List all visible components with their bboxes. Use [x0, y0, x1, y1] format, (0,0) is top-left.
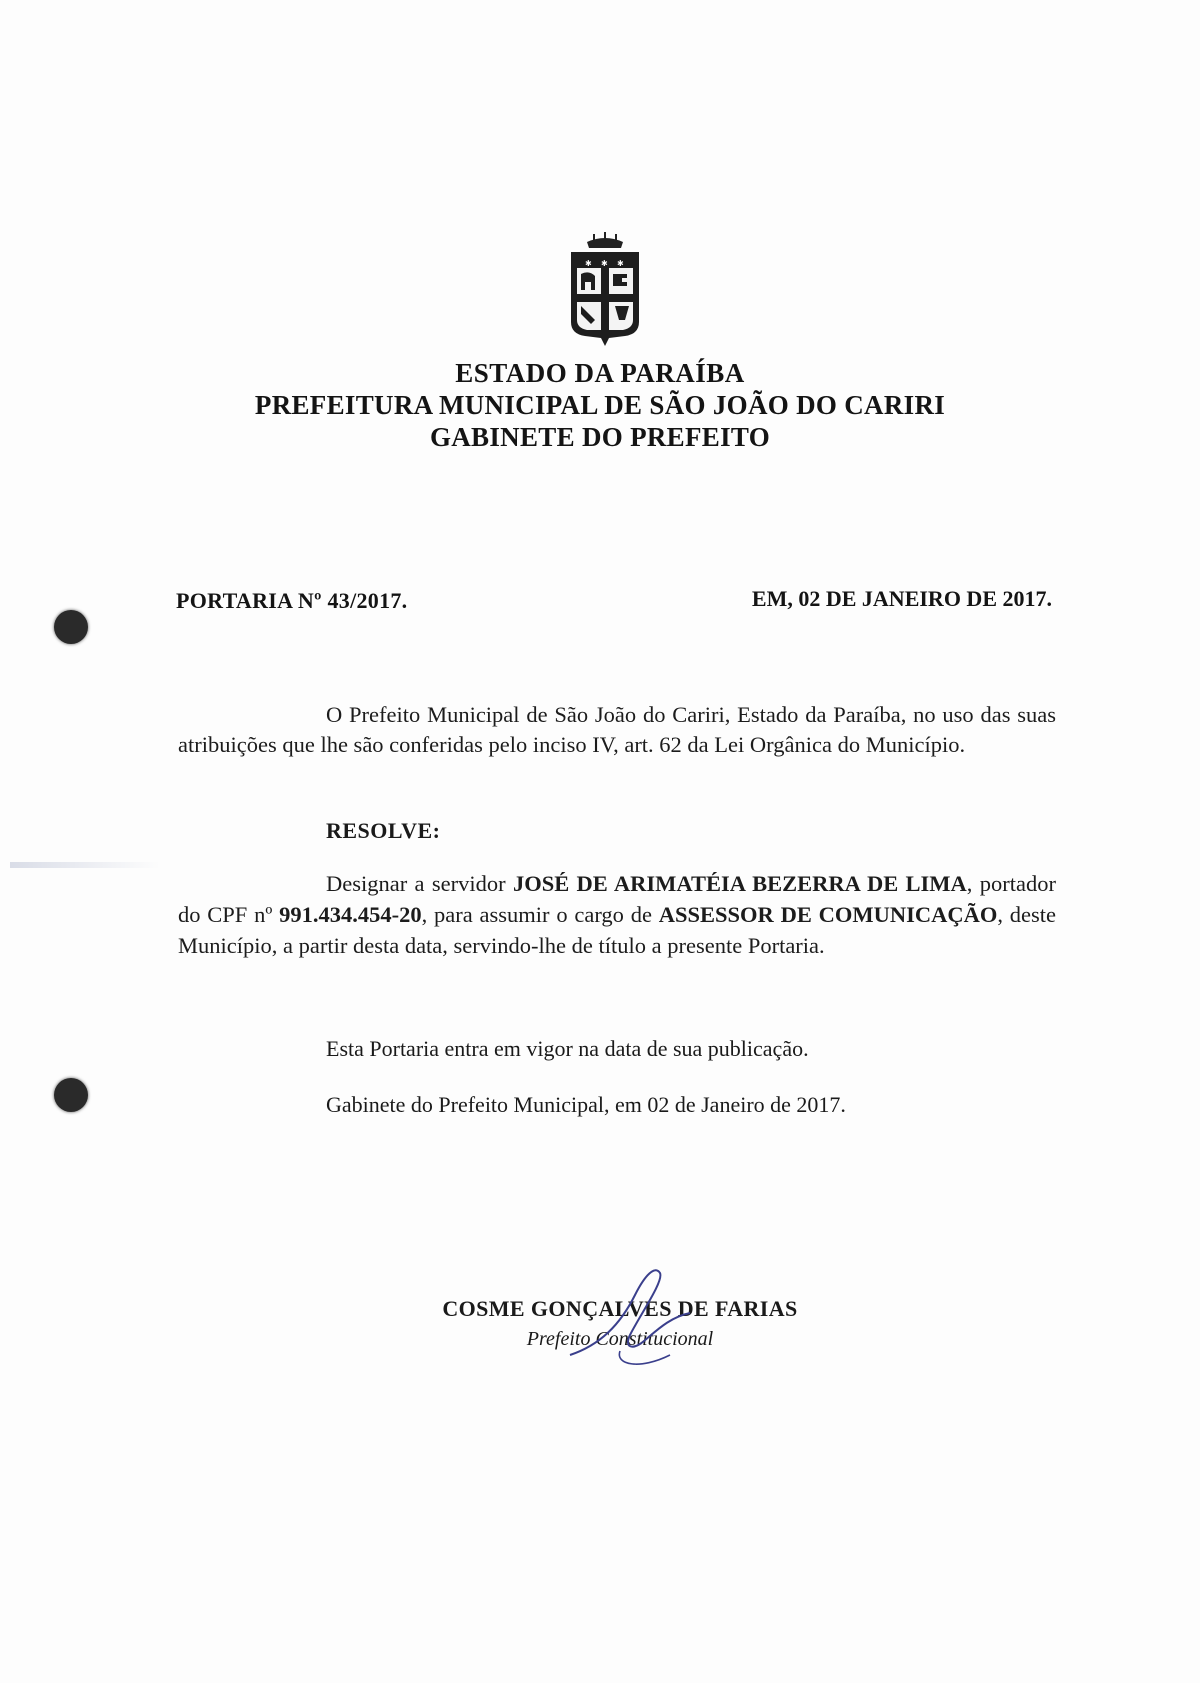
designation-text: , para assumir o cargo de: [421, 902, 659, 927]
vigor-paragraph: Esta Portaria entra em vigor na data de sua publicação.: [326, 1036, 809, 1061]
header-municipality: PREFEITURA MUNICIPAL DE SÃO JOÃO DO CARIRI: [254, 390, 946, 420]
employee-name: JOSÉ DE ARIMATÉIA BEZERRA DE LIMA: [512, 871, 967, 896]
designation-paragraph: [178, 868, 1056, 961]
svg-text:✱: ✱: [617, 259, 624, 268]
svg-text:✱: ✱: [601, 259, 608, 268]
municipal-coat-of-arms-icon: [565, 232, 645, 350]
punch-hole: [54, 1078, 88, 1112]
punch-hole: [54, 610, 88, 644]
signer-name: COSME GONÇALVES DE FARIAS: [442, 1296, 798, 1321]
gabinete-paragraph: Gabinete do Prefeito Municipal, em 02 de Janeiro de 2017.: [326, 1092, 846, 1117]
designation-text: , deste Município, a partir desta data, servindo-lhe de título a presente Portaria.: [178, 902, 1056, 958]
header-office: GABINETE DO PREFEITO: [429, 422, 771, 452]
portaria-date: EM, 02 DE JANEIRO DE 2017.: [751, 586, 1052, 611]
intro-paragraph: O Prefeito Municipal de São João do Cariri, Estado da Paraíba, no uso das suas atribuições que lhe são conferidas pelo inciso IV, art. 62 da Lei Orgânica do Município.: [178, 702, 1056, 757]
portaria-number: PORTARIA Nº 43/2017.: [176, 588, 408, 613]
svg-text:✱: ✱: [585, 259, 592, 268]
signer-title: Prefeito Constitucional: [526, 1328, 714, 1350]
designation-text: , portador do CPF nº: [178, 871, 1056, 927]
cpf-number: 991.434.454-20: [279, 902, 422, 927]
role-title: ASSESSOR DE COMUNICAÇÃO: [658, 902, 998, 927]
scan-artifact: [10, 862, 160, 868]
handwritten-signature: [560, 1255, 720, 1375]
designation-text: Designar a servidor: [326, 871, 513, 896]
resolve-heading: RESOLVE:: [326, 818, 441, 843]
header-state: ESTADO DA PARAÍBA: [455, 358, 745, 388]
